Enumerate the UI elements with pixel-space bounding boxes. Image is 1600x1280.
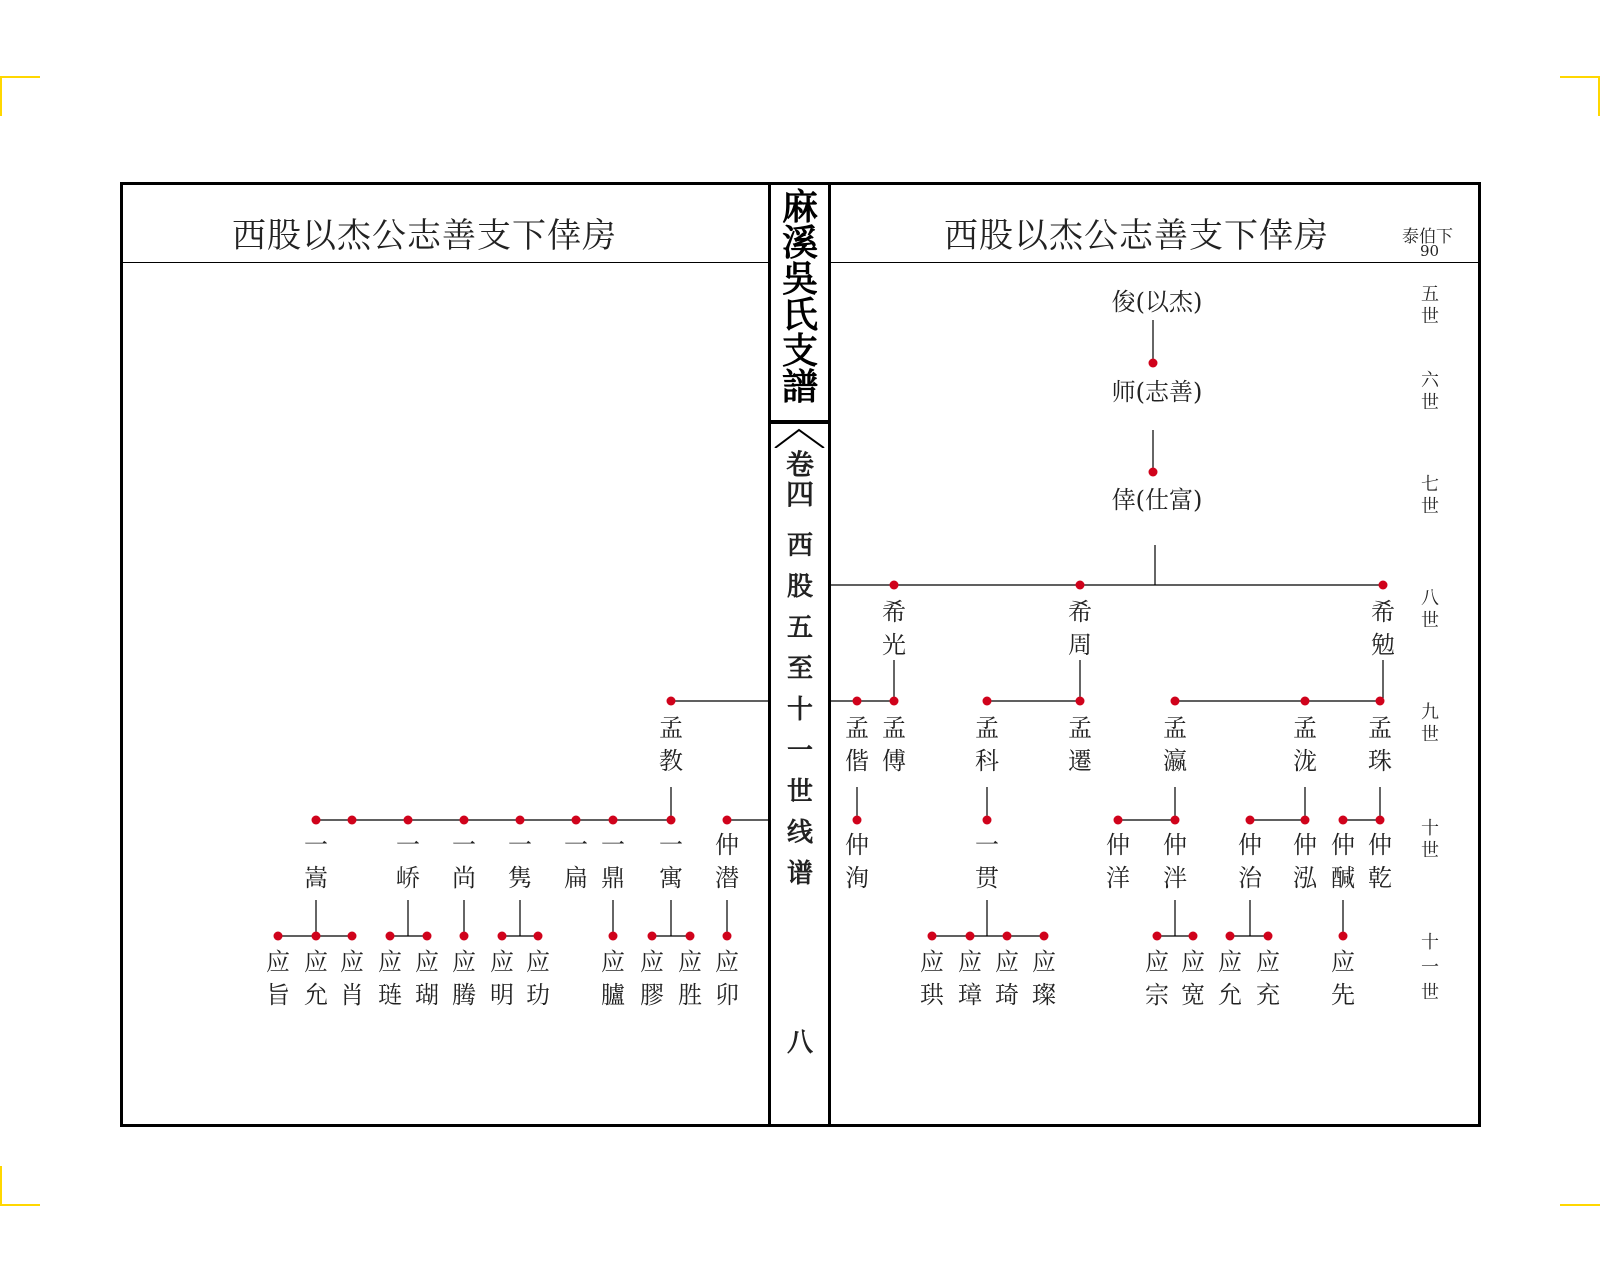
lineage-node bbox=[1040, 932, 1049, 941]
lineage-node bbox=[274, 932, 283, 941]
person-name: 一扁 bbox=[564, 831, 588, 892]
person-name: 仲泮 bbox=[1163, 831, 1187, 892]
person-name: 一峤 bbox=[396, 831, 420, 892]
person-name: 孟傅 bbox=[882, 714, 906, 775]
lineage-node bbox=[890, 581, 899, 590]
person-name: 应明 bbox=[490, 948, 514, 1009]
lineage-node bbox=[1376, 697, 1385, 706]
lineage-node bbox=[498, 932, 507, 941]
person-name: 应先 bbox=[1331, 948, 1355, 1009]
lineage-node bbox=[983, 816, 992, 825]
person-name: 希光 bbox=[882, 598, 906, 659]
person-name: 应瑚 bbox=[415, 948, 439, 1009]
generation-label: 八世 bbox=[1421, 588, 1439, 631]
spine-title-text: 麻溪吳氏支譜 bbox=[782, 187, 819, 408]
corner-label: 泰伯下 bbox=[1402, 227, 1453, 247]
lineage-node bbox=[609, 932, 618, 941]
person-name: 应臚 bbox=[601, 948, 625, 1009]
lineage-node bbox=[966, 932, 975, 941]
person-name: 应腾 bbox=[452, 948, 476, 1009]
lineage-node bbox=[460, 932, 469, 941]
lineage-node bbox=[1003, 932, 1012, 941]
lineage-node bbox=[1171, 816, 1180, 825]
person-name: 仲醎 bbox=[1331, 831, 1355, 892]
lineage-node bbox=[667, 816, 676, 825]
corner-number: 90 bbox=[1420, 242, 1440, 260]
person-name: 应旨 bbox=[266, 948, 290, 1009]
person-name: 仲洋 bbox=[1106, 831, 1130, 892]
lineage-node bbox=[1076, 581, 1085, 590]
person-name: 孟教 bbox=[659, 714, 683, 775]
lineage-node bbox=[534, 932, 543, 941]
lineage-node bbox=[1189, 932, 1198, 941]
lineage-node bbox=[312, 932, 321, 941]
lineage-node bbox=[348, 932, 357, 941]
lineage-node bbox=[667, 697, 676, 706]
spine-volume-text: 卷四 bbox=[786, 448, 815, 511]
person-name: 一寓 bbox=[659, 831, 683, 892]
person-name: 一尚 bbox=[452, 831, 476, 892]
person-name: 孟遷 bbox=[1068, 714, 1092, 775]
ancestor-name: 师(志善) bbox=[1111, 378, 1203, 406]
lineage-node bbox=[1379, 581, 1388, 590]
ancestor-name: 倖(仕富) bbox=[1111, 486, 1203, 514]
person-name: 孟偕 bbox=[845, 714, 869, 775]
person-name: 应玏 bbox=[526, 948, 550, 1009]
lineage-node bbox=[516, 816, 525, 825]
lineage-node bbox=[1246, 816, 1255, 825]
lineage-node bbox=[404, 816, 413, 825]
person-name: 仲潜 bbox=[715, 831, 739, 892]
person-name: 应胜 bbox=[678, 948, 702, 1009]
spine-subtitle-text: 西股五至十一世线谱 bbox=[786, 531, 813, 889]
person-name: 一鼎 bbox=[601, 831, 625, 892]
person-name: 应膠 bbox=[640, 948, 664, 1009]
generation-label: 六世 bbox=[1421, 370, 1439, 413]
left-page-header: 西股以杰公志善支下倖房 bbox=[232, 216, 617, 256]
lineage-node bbox=[1153, 932, 1162, 941]
lineage-node bbox=[928, 932, 937, 941]
person-name: 孟珠 bbox=[1368, 714, 1392, 775]
lineage-node bbox=[572, 816, 581, 825]
lineage-node bbox=[723, 932, 732, 941]
person-name: 仲泓 bbox=[1293, 831, 1317, 892]
lineage-node bbox=[423, 932, 432, 941]
ancestor-name: 俊(以杰) bbox=[1111, 288, 1203, 316]
person-name: 应璨 bbox=[1032, 948, 1056, 1009]
spine-page-number: 八 bbox=[786, 1028, 813, 1058]
right-page-header: 西股以杰公志善支下倖房 bbox=[944, 216, 1329, 256]
lineage-node bbox=[348, 816, 357, 825]
lineage-node bbox=[648, 932, 657, 941]
lineage-node bbox=[983, 697, 992, 706]
lineage-node bbox=[1149, 359, 1158, 368]
generation-label: 七世 bbox=[1421, 474, 1439, 517]
lineage-node bbox=[890, 697, 899, 706]
lineage-node bbox=[1226, 932, 1235, 941]
person-name: 应珙 bbox=[920, 948, 944, 1009]
person-name: 一贯 bbox=[975, 831, 999, 892]
person-name: 应宽 bbox=[1181, 948, 1205, 1009]
lineage-node bbox=[609, 816, 618, 825]
lineage-node bbox=[1339, 932, 1348, 941]
person-name: 应允 bbox=[304, 948, 328, 1009]
person-name: 希周 bbox=[1068, 598, 1092, 659]
lineage-node bbox=[723, 816, 732, 825]
lineage-node bbox=[1264, 932, 1273, 941]
lineage-node bbox=[1376, 816, 1385, 825]
person-name: 孟科 bbox=[975, 714, 999, 775]
lineage-node bbox=[1171, 697, 1180, 706]
lineage-node bbox=[853, 816, 862, 825]
lineage-node bbox=[686, 932, 695, 941]
person-name: 应允 bbox=[1218, 948, 1242, 1009]
lineage-node bbox=[853, 697, 862, 706]
lineage-node bbox=[386, 932, 395, 941]
person-name: 一隽 bbox=[508, 831, 532, 892]
person-name: 仲治 bbox=[1238, 831, 1262, 892]
person-name: 仲乾 bbox=[1368, 831, 1392, 892]
generation-label: 十一世 bbox=[1421, 932, 1439, 1003]
lineage-node bbox=[312, 816, 321, 825]
person-name: 孟泷 bbox=[1293, 714, 1317, 775]
person-name: 一嵩 bbox=[304, 831, 328, 892]
person-name: 应肖 bbox=[340, 948, 364, 1009]
person-name: 希勉 bbox=[1371, 598, 1395, 659]
lineage-node bbox=[1114, 816, 1123, 825]
lineage-node bbox=[460, 816, 469, 825]
person-name: 应琏 bbox=[378, 948, 402, 1009]
person-name: 应宗 bbox=[1145, 948, 1169, 1009]
lineage-node bbox=[1301, 816, 1310, 825]
generation-label: 十世 bbox=[1421, 818, 1439, 861]
person-name: 仲洵 bbox=[845, 831, 869, 892]
person-name: 应充 bbox=[1256, 948, 1280, 1009]
generation-label: 五世 bbox=[1421, 284, 1439, 327]
person-name: 孟瀛 bbox=[1163, 714, 1187, 775]
lineage-node bbox=[1301, 697, 1310, 706]
person-name: 应璋 bbox=[958, 948, 982, 1009]
generation-label: 九世 bbox=[1421, 702, 1439, 745]
lineage-node bbox=[1339, 816, 1348, 825]
person-name: 应卯 bbox=[715, 948, 739, 1009]
lineage-node bbox=[1076, 697, 1085, 706]
lineage-node bbox=[1149, 468, 1158, 477]
person-name: 应琦 bbox=[995, 948, 1019, 1009]
